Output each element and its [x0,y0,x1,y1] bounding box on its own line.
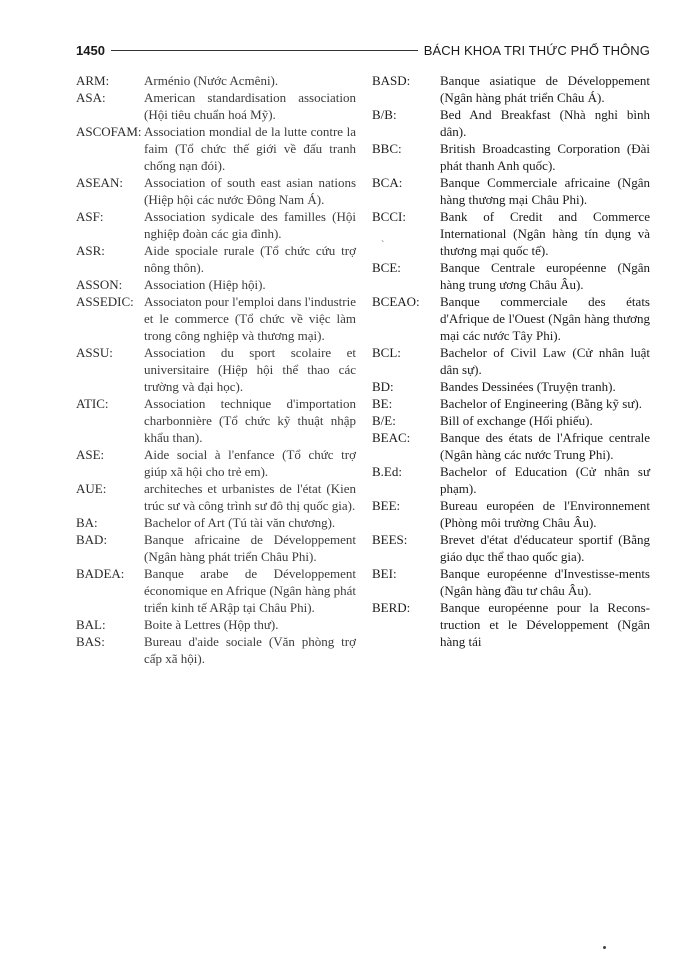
stray-mark: ` [381,240,385,251]
glossary-entry [76,633,356,667]
entry-abbreviation: B/B: [372,107,397,122]
entry-abbreviation: BEI: [372,566,397,581]
glossary-entry [372,531,650,565]
entry-abbreviation: BD: [372,379,394,394]
entry-abbreviation: BE: [372,396,393,411]
glossary-entry [372,395,650,412]
glossary-entry [372,344,650,378]
entry-definition: Bachelor of Education (Cử nhân sư phạm). [440,464,650,496]
entry-definition: Banque européenne d'Investisse-ments (Ngân hàng đầu tư châu Âu). [440,566,650,598]
entry-definition: Banque européenne pour la Recons-truction et le Développement (Ngân hàng tái [440,600,650,649]
page-header [76,40,650,60]
entry-abbreviation: AUE: [76,481,107,496]
entry-abbreviation: ASA: [76,90,106,105]
glossary-entry [76,242,356,276]
entry-definition: Association sydicale des familles (Hội nghiệp đoàn các gia đình). [144,209,356,241]
entry-definition: Banque Commerciale africaine (Ngân hàng thương mại Châu Phi). [440,175,650,207]
entry-definition: Bandes Dessinées (Truyện tranh). [440,379,616,394]
glossary-entry [372,378,650,395]
entry-definition: Banque des états de l'Afrique centrale (Ngân hàng các nước Trung Phi). [440,430,650,462]
entry-abbreviation: BERD: [372,600,411,615]
entry-definition: Bureau d'aide sociale (Văn phòng trợ cấp xã hội). [144,634,356,666]
glossary-entry [372,599,650,650]
entry-abbreviation: ASSEDIC: [76,294,134,309]
entry-definition: architeches et urbanistes de l'état (Kien trúc sư và công trình sư đô thị quốc gia). [144,481,356,513]
entry-abbreviation: BADEA: [76,566,125,581]
glossary-entry [76,395,356,446]
entry-abbreviation: BCE: [372,260,401,275]
glossary-entry [372,174,650,208]
entry-abbreviation: B.Ed: [372,464,402,479]
entry-definition: British Broadcasting Corporation (Đài phát thanh Anh quốc). [440,141,650,173]
entry-definition: Brevet d'état d'éducateur sportif (Bằng giáo dục thể thao quốc gia). [440,532,650,564]
entry-definition: Bachelor of Engineering (Bằng kỹ sư). [440,396,642,411]
entry-definition: Association technique d'importation charbonnière (Tổ chức kỹ thuật nhập khẩu than). [144,396,356,445]
glossary-entry [76,174,356,208]
glossary-entry [372,72,650,106]
glossary-entry [372,293,650,344]
entry-abbreviation: ARM: [76,73,110,88]
entry-abbreviation: ASEAN: [76,175,123,190]
entry-abbreviation: BASD: [372,73,411,88]
entry-abbreviation: BBC: [372,141,402,156]
glossary-entry [76,344,356,395]
glossary-entry [372,429,650,463]
entry-abbreviation: BCL: [372,345,401,360]
entry-definition: Association du sport scolaire et universitaire (Hiệp hội thể thao các trường và đại học). [144,345,356,394]
entry-abbreviation: ATIC: [76,396,109,411]
entry-definition: Bachelor of Art (Tú tài văn chương). [144,515,336,530]
entry-definition: Associaton pour l'emploi dans l'industrie et le commerce (Tổ chức về việc làm trong công nghiệp và thương mại). [144,294,356,343]
entry-abbreviation: ASF: [76,209,104,224]
entry-abbreviation: ASCOFAM: [76,124,142,139]
glossary-entry [372,463,650,497]
entry-abbreviation: ASE: [76,447,105,462]
entry-definition: Bureau européen de l'Environnement (Phòng môi trường Châu Âu). [440,498,650,530]
entry-definition: American standardisation association (Hội tiêu chuẩn hoá Mỹ). [144,90,356,122]
entry-abbreviation: BAL: [76,617,106,632]
footer-dot [603,946,606,949]
entry-abbreviation: BEES: [372,532,408,547]
entry-definition: Aide spociale rurale (Tổ chức cứu trợ nông thôn). [144,243,356,275]
entry-definition: Association (Hiệp hội). [144,277,266,292]
glossary-entry [76,531,356,565]
header-rule [111,50,418,51]
left-column [76,72,356,667]
glossary-entry [372,565,650,599]
glossary-entry [372,106,650,140]
glossary-entry [76,514,356,531]
glossary-entry [76,72,356,89]
glossary-entry [372,208,650,259]
entry-definition: Bed And Breakfast (Nhà nghỉ bình dân). [440,107,650,139]
entry-definition: Association mondial de la lutte contre la faim (Tổ chức thế giới về đấu tranh chống nạn đói). [144,124,356,173]
glossary-entry [76,446,356,480]
glossary-entry [372,259,650,293]
entry-abbreviation: BEE: [372,498,401,513]
glossary-entry [76,480,356,514]
entry-definition: Banque africaine de Développement (Ngân hàng phát triển Châu Phi). [144,532,356,564]
entry-definition: Association of south east asian nations (Hiệp hội các nước Đông Nam Á). [144,175,356,207]
glossary-entry [76,276,356,293]
right-column [372,72,650,650]
glossary-entry [372,412,650,429]
glossary-entry [76,89,356,123]
page-number: 1450 [76,42,105,58]
glossary-entry [372,497,650,531]
entry-abbreviation: BCEAO: [372,294,420,309]
entry-definition: Boite à Lettres (Hộp thư). [144,617,279,632]
entry-definition: Bachelor of Civil Law (Cử nhân luật dân sự). [440,345,650,377]
entry-abbreviation: ASSON: [76,277,123,292]
glossary-entry [76,565,356,616]
entry-definition: Arménio (Nước Acmêni). [144,73,279,88]
entry-abbreviation: ASR: [76,243,105,258]
entry-abbreviation: ASSU: [76,345,113,360]
entry-definition: Bill of exchange (Hối phiếu). [440,413,593,428]
entry-definition: Bank of Credit and Commerce International (Ngân hàng tín dụng và thương mại quốc tế). [440,209,650,258]
entry-abbreviation: BCCI: [372,209,406,224]
entry-abbreviation: BCA: [372,175,403,190]
entry-abbreviation: BAS: [76,634,105,649]
glossary-entry [76,208,356,242]
glossary-entry [76,123,356,174]
entry-definition: Banque Centrale européenne (Ngân hàng trung ương Châu Âu). [440,260,650,292]
entry-abbreviation: BEAC: [372,430,411,445]
glossary-entry [372,140,650,174]
running-title: BÁCH KHOA TRI THỨC PHỔ THÔNG [423,42,650,58]
glossary-entry [76,293,356,344]
entry-definition: Banque arabe de Développement économique en Afrique (Ngân hàng phát triển kinh tế ARập tại Châu Phi). [144,566,356,615]
entry-abbreviation: BAD: [76,532,108,547]
entry-definition: Aide social à l'enfance (Tổ chức trợ giúp xã hội cho trẻ em). [144,447,356,479]
glossary-entry [76,616,356,633]
entry-abbreviation: BA: [76,515,98,530]
entry-definition: Banque commerciale des états d'Afrique de l'Ouest (Ngân hàng thương mại các nước Tây Phi). [440,294,650,343]
entry-abbreviation: B/E: [372,413,396,428]
entry-definition: Banque asiatique de Développement (Ngân hàng phát triển Châu Á). [440,73,650,105]
